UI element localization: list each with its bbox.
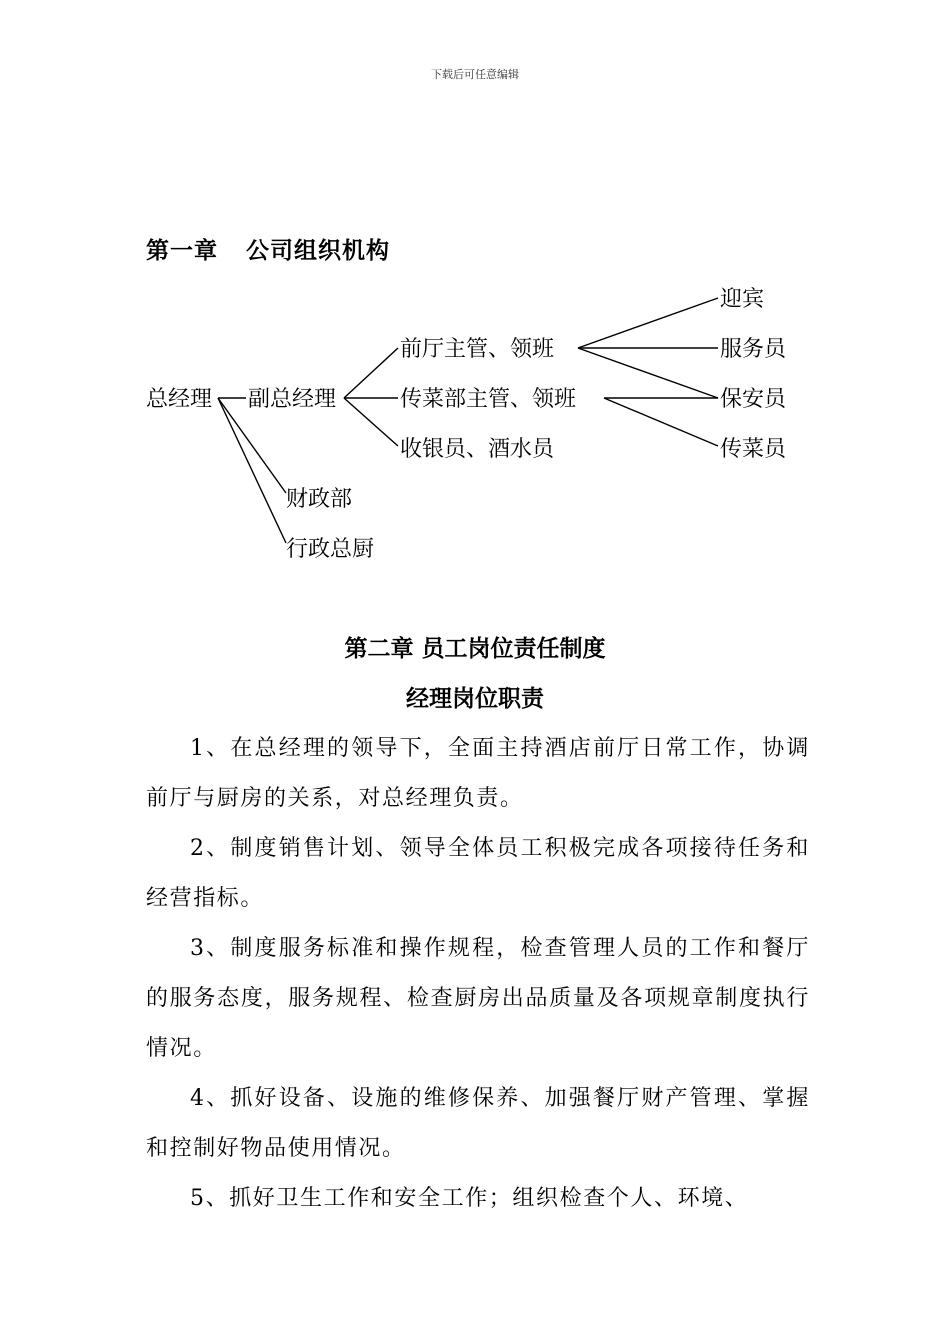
chapter1-name: 公司组织机构 [246, 238, 390, 264]
org-node-runner: 传菜员 [720, 437, 787, 462]
org-node-runner-supervisor: 传菜部主管、领班 [400, 387, 577, 412]
org-node-finance: 财政部 [286, 487, 353, 512]
connector-deputy-front [344, 348, 398, 398]
chapter2-title: 第二章 员工岗位责任制度 [344, 636, 606, 662]
duty-item: 4、抓好设备、设施的维修保养、加强餐厅财产管理、掌握和控制好物品使用情况。 [146, 1086, 810, 1161]
duty-item: 5、抓好卫生工作和安全工作；组织检查个人、环境、 [190, 1186, 749, 1211]
org-node-greeter: 迎宾 [720, 287, 765, 312]
org-node-security: 保安员 [720, 387, 787, 412]
org-node-cashier: 收银员、酒水员 [400, 437, 555, 462]
chapter1-number: 第一章 [146, 238, 218, 264]
connector-root-chef [218, 398, 286, 543]
connector-runner-runner [604, 398, 718, 446]
org-node-waiter: 服务员 [720, 337, 787, 362]
org-node-root: 总经理 [146, 387, 213, 412]
connector-front-security [578, 348, 718, 398]
chapter1-title [146, 232, 390, 265]
page-header-note: 下载后可任意编辑 [431, 68, 519, 81]
org-node-deputy: 副总经理 [248, 387, 337, 412]
connector-front-greeter [578, 298, 718, 348]
section-title: 经理岗位职责 [406, 686, 544, 712]
duty-item: 3、制度服务标准和操作规程，检查管理人员的工作和餐厅的服务态度，服务规程、检查厨房出品质量及各项规章制度执行情况。 [146, 936, 810, 1061]
connector-deputy-cashier [344, 398, 398, 446]
org-chart [0, 270, 950, 570]
duties-list [146, 724, 810, 1224]
org-node-chef: 行政总厨 [286, 537, 375, 562]
duty-item: 2、制度销售计划、领导全体员工积极完成各项接待任务和经营指标。 [146, 836, 810, 911]
duty-item: 1、在总经理的领导下，全面主持酒店前厅日常工作，协调前厅与厨房的关系，对总经理负责。 [146, 736, 810, 811]
org-node-front-supervisor: 前厅主管、领班 [400, 337, 555, 362]
connector-root-finance [218, 398, 286, 493]
